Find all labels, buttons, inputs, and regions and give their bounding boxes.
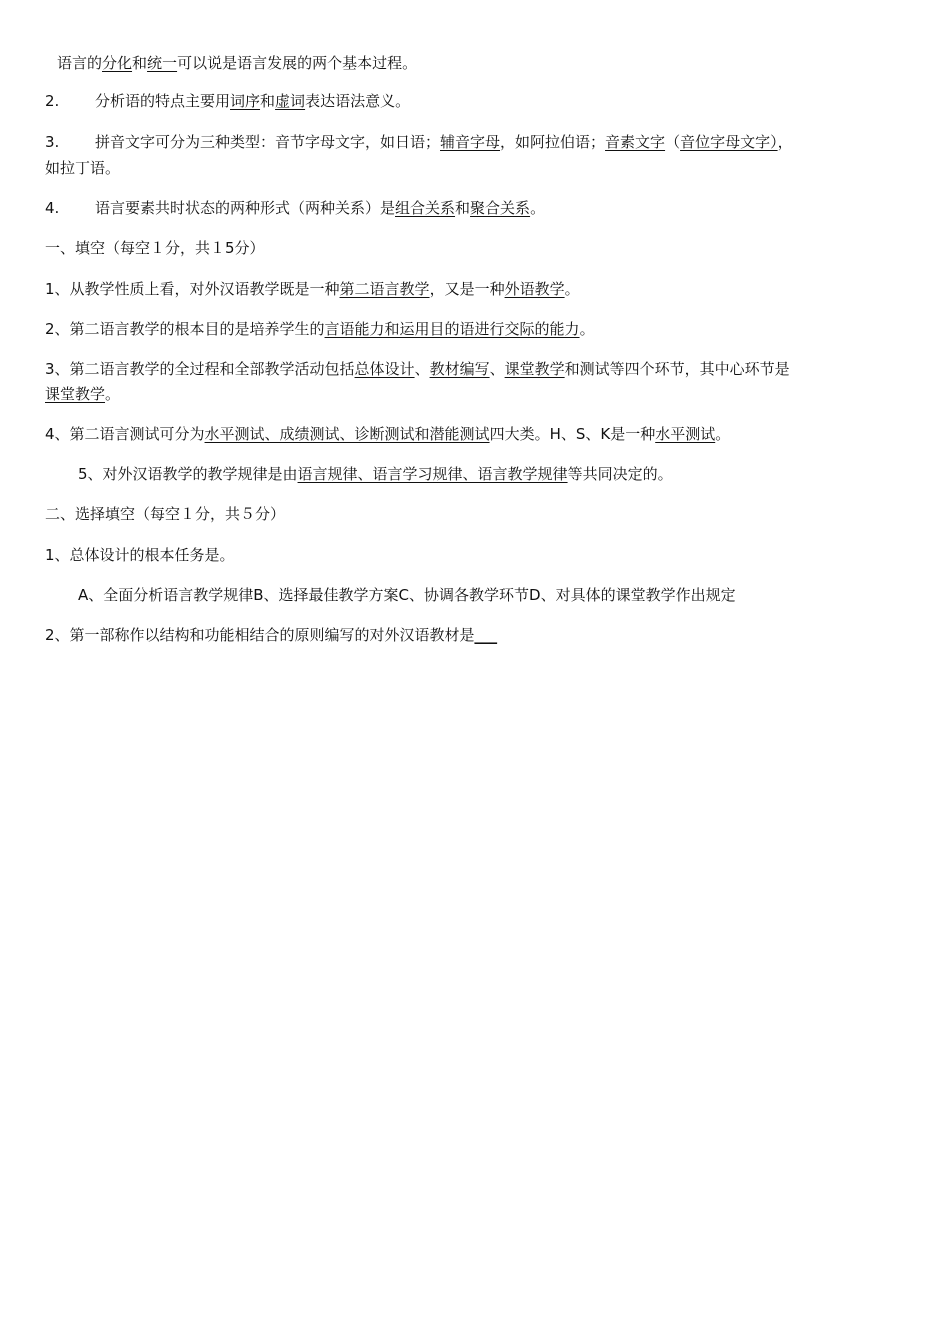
underlined-answer: 言语能力和运用目的语进行交际的能力	[324, 320, 580, 338]
text: （	[665, 133, 681, 151]
underlined-answer: 水平测试	[655, 425, 716, 443]
text: ，如阿拉伯语；	[500, 133, 606, 151]
underlined-answer: 语言规律、语言学习规律、语言教学规律	[297, 465, 568, 483]
text: 分析语的特点主要用	[95, 92, 231, 110]
underlined-answer: 音素文字	[605, 133, 666, 151]
text: 。	[715, 425, 731, 443]
underlined-answer: 辅音字母	[440, 133, 501, 151]
item-number: 4.	[45, 199, 60, 217]
text: 等共同决定的。	[567, 465, 673, 483]
text: 和测试等四个环节，其中心环节是	[564, 360, 790, 378]
text: 。	[564, 280, 580, 298]
choice-question-1	[45, 543, 235, 567]
underlined-answer: 总体设计	[354, 360, 415, 378]
underlined-answer: 虚词	[275, 92, 306, 110]
text: 和	[455, 199, 471, 217]
underlined-answer: 分化	[102, 54, 133, 72]
question-3-continued	[45, 382, 120, 406]
text: 可以说是语言发展的两个基本过程。	[177, 54, 418, 72]
paragraph-item-3-continued	[45, 156, 120, 180]
underlined-answer: 统一	[147, 54, 178, 72]
section-heading-fill-in	[45, 236, 265, 260]
answer-blank: ___	[474, 626, 498, 644]
paragraph-item-3	[45, 130, 793, 154]
text: 。	[530, 199, 546, 217]
underlined-answer: 教材编写	[429, 360, 490, 378]
text: 。	[105, 385, 121, 403]
underlined-answer: 音位字母文字）	[680, 133, 778, 151]
text: A、全面分析语言教学规律B、选择最佳教学方案C、协调各教学环节D、对具体的课堂教学作出规定	[78, 586, 736, 604]
underlined-answer: 课堂教学	[45, 385, 106, 403]
text: 和	[260, 92, 276, 110]
text: 拼音文字可分为三种类型：音节字母文字，如日语；	[95, 133, 441, 151]
paragraph-item-2	[45, 89, 410, 113]
underlined-answer: 水平测试、成绩测试、诊断测试和潜能测试	[204, 425, 490, 443]
choice-question-1-options	[78, 583, 736, 607]
underlined-answer: 外语教学	[504, 280, 565, 298]
text: 表达语法意义。	[305, 92, 411, 110]
text: 和	[132, 54, 148, 72]
item-number: 3.	[45, 133, 60, 151]
underlined-answer: 课堂教学	[504, 360, 565, 378]
text: 语言的	[57, 54, 103, 72]
text: 2、第一部称作以结构和功能相结合的原则编写的对外汉语教材是	[45, 626, 475, 644]
underlined-answer: 聚合关系	[470, 199, 531, 217]
text: 如拉丁语。	[45, 159, 121, 177]
text: 四大类。H、S、K是一种	[489, 425, 656, 443]
question-5	[78, 462, 673, 486]
underlined-answer: 词序	[230, 92, 261, 110]
text: 3、第二语言教学的全过程和全部教学活动包括	[45, 360, 355, 378]
underlined-answer: 组合关系	[395, 199, 456, 217]
text: 。	[579, 320, 595, 338]
heading-text: 一、填空（每空１分，共１5分）	[45, 239, 265, 257]
question-2	[45, 317, 595, 341]
underlined-answer: 第二语言教学	[339, 280, 430, 298]
question-3	[45, 357, 790, 381]
question-4	[45, 422, 730, 446]
paragraph-item-4	[45, 196, 545, 220]
text: 1、从教学性质上看，对外汉语教学既是一种	[45, 280, 340, 298]
choice-question-2	[45, 623, 497, 647]
text: ，	[777, 133, 793, 151]
text: 、	[414, 360, 430, 378]
text: 1、总体设计的根本任务是。	[45, 546, 235, 564]
paragraph-language-development	[57, 51, 417, 75]
text: ，又是一种	[429, 280, 505, 298]
text: 5、对外汉语教学的教学规律是由	[78, 465, 298, 483]
item-number: 2.	[45, 92, 60, 110]
text: 语言要素共时状态的两种形式（两种关系）是	[95, 199, 396, 217]
heading-text: 二、选择填空（每空１分，共５分）	[45, 505, 286, 523]
question-1	[45, 277, 580, 301]
text: 、	[489, 360, 505, 378]
text: 4、第二语言测试可分为	[45, 425, 205, 443]
section-heading-multiple-choice	[45, 502, 285, 526]
text: 2、第二语言教学的根本目的是培养学生的	[45, 320, 325, 338]
